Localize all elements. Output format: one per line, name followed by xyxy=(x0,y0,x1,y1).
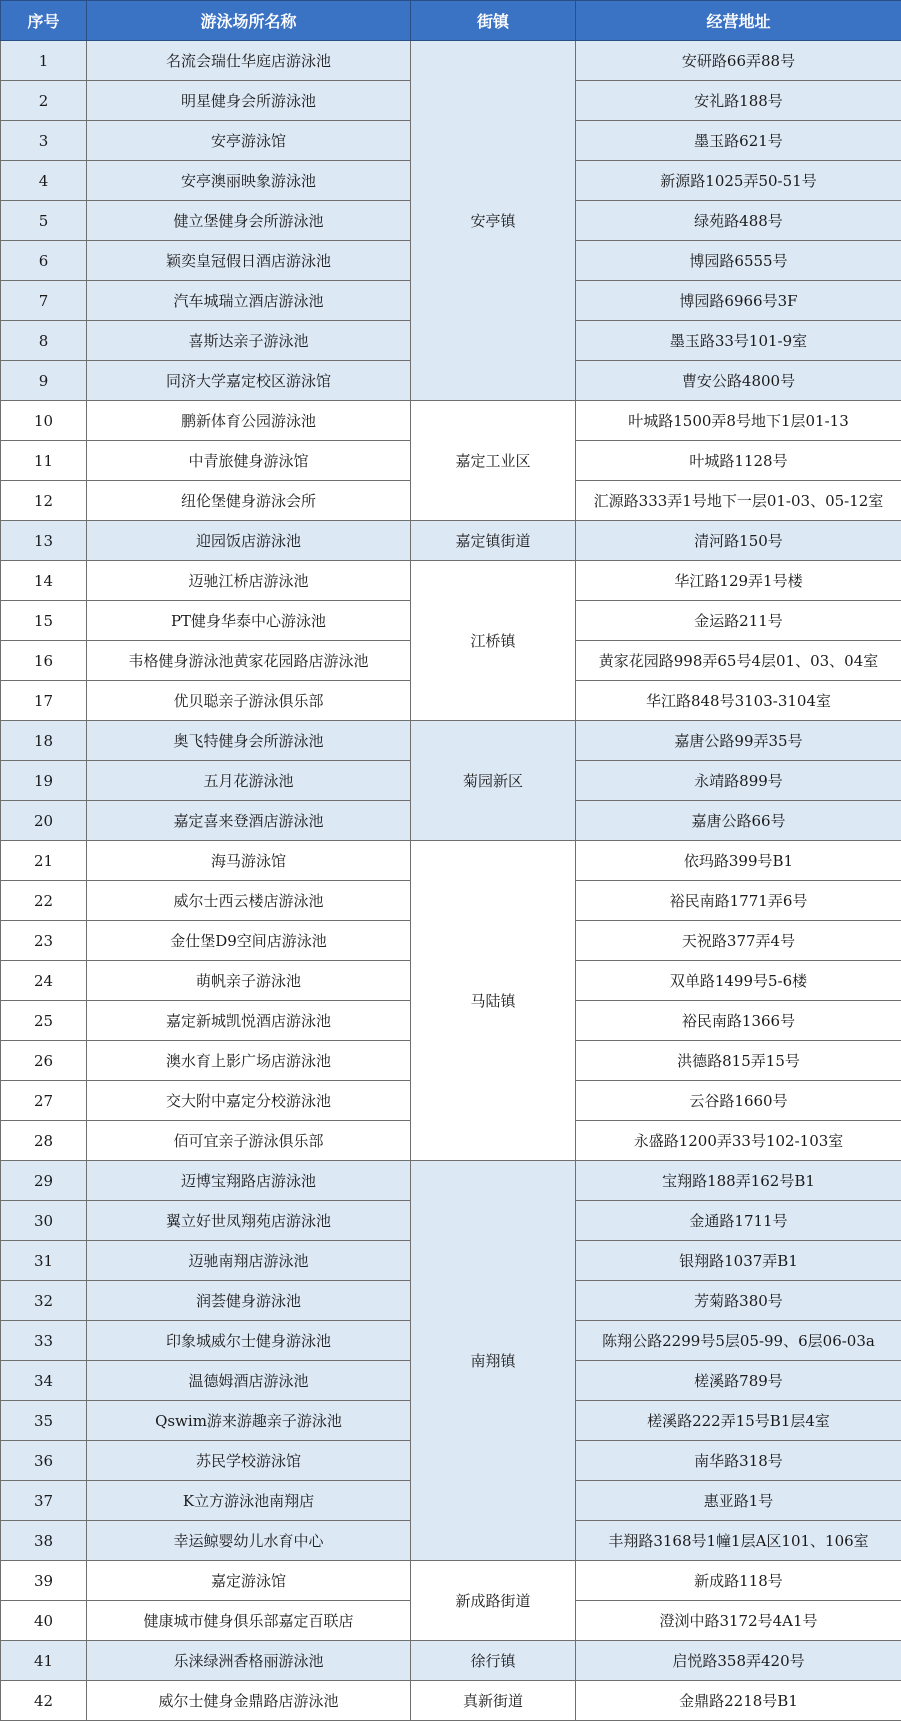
cell-venue-name: 迈驰南翔店游泳池 xyxy=(87,1241,411,1281)
table-row xyxy=(1,1641,901,1681)
cell-venue-name: 明星健身会所游泳池 xyxy=(87,81,411,121)
cell-venue-name: 澳水育上影广场店游泳池 xyxy=(87,1041,411,1081)
cell-no: 20 xyxy=(1,801,87,841)
cell-address: 绿苑路488号 xyxy=(576,201,901,241)
cell-town: 江桥镇 xyxy=(411,561,576,721)
cell-no: 32 xyxy=(1,1281,87,1321)
cell-venue-name: 五月花游泳池 xyxy=(87,761,411,801)
cell-address: 银翔路1037弄B1 xyxy=(576,1241,901,1281)
cell-address: 宝翔路188弄162号B1 xyxy=(576,1161,901,1201)
cell-venue-name: 佰可宜亲子游泳俱乐部 xyxy=(87,1121,411,1161)
cell-venue-name: 苏民学校游泳馆 xyxy=(87,1441,411,1481)
cell-address: 槎溪路789号 xyxy=(576,1361,901,1401)
cell-venue-name: 迈博宝翔路店游泳池 xyxy=(87,1161,411,1201)
cell-address: 华江路848号3103-3104室 xyxy=(576,681,901,721)
table-row xyxy=(1,1561,901,1601)
cell-no: 39 xyxy=(1,1561,87,1601)
cell-address: 新成路118号 xyxy=(576,1561,901,1601)
cell-no: 15 xyxy=(1,601,87,641)
cell-no: 7 xyxy=(1,281,87,321)
cell-address: 南华路318号 xyxy=(576,1441,901,1481)
cell-venue-name: 颖奕皇冠假日酒店游泳池 xyxy=(87,241,411,281)
cell-venue-name: 喜斯达亲子游泳池 xyxy=(87,321,411,361)
cell-address: 博园路6966号3F xyxy=(576,281,901,321)
cell-venue-name: 安亭游泳馆 xyxy=(87,121,411,161)
cell-address: 叶城路1128号 xyxy=(576,441,901,481)
cell-no: 31 xyxy=(1,1241,87,1281)
cell-no: 26 xyxy=(1,1041,87,1081)
cell-address: 黄家花园路998弄65号4层01、03、04室 xyxy=(576,641,901,681)
cell-town: 嘉定工业区 xyxy=(411,401,576,521)
header-town: 街镇 xyxy=(411,1,576,41)
cell-address: 墨玉路621号 xyxy=(576,121,901,161)
cell-venue-name: 中青旅健身游泳馆 xyxy=(87,441,411,481)
cell-address: 金通路1711号 xyxy=(576,1201,901,1241)
cell-venue-name: 纽伦堡健身游泳会所 xyxy=(87,481,411,521)
cell-no: 40 xyxy=(1,1601,87,1641)
cell-no: 13 xyxy=(1,521,87,561)
table-row xyxy=(1,401,901,441)
cell-no: 8 xyxy=(1,321,87,361)
cell-no: 37 xyxy=(1,1481,87,1521)
cell-venue-name: 优贝聪亲子游泳俱乐部 xyxy=(87,681,411,721)
cell-venue-name: PT健身华泰中心游泳池 xyxy=(87,601,411,641)
cell-venue-name: 健立堡健身会所游泳池 xyxy=(87,201,411,241)
cell-address: 金鼎路2218号B1 xyxy=(576,1681,901,1721)
cell-venue-name: 幸运鲸婴幼儿水育中心 xyxy=(87,1521,411,1561)
cell-venue-name: 嘉定喜来登酒店游泳池 xyxy=(87,801,411,841)
cell-address: 云谷路1660号 xyxy=(576,1081,901,1121)
cell-address: 永靖路899号 xyxy=(576,761,901,801)
cell-address: 汇源路333弄1号地下一层01-03、05-12室 xyxy=(576,481,901,521)
cell-venue-name: 海马游泳馆 xyxy=(87,841,411,881)
cell-address: 永盛路1200弄33号102-103室 xyxy=(576,1121,901,1161)
cell-address: 华江路129弄1号楼 xyxy=(576,561,901,601)
cell-venue-name: 安亭澳丽映象游泳池 xyxy=(87,161,411,201)
cell-no: 12 xyxy=(1,481,87,521)
header-address: 经营地址 xyxy=(576,1,901,41)
cell-town: 真新街道 xyxy=(411,1681,576,1721)
cell-no: 9 xyxy=(1,361,87,401)
cell-no: 33 xyxy=(1,1321,87,1361)
cell-venue-name: 润荟健身游泳池 xyxy=(87,1281,411,1321)
cell-no: 16 xyxy=(1,641,87,681)
table-row xyxy=(1,1681,901,1721)
cell-no: 19 xyxy=(1,761,87,801)
cell-address: 嘉唐公路99弄35号 xyxy=(576,721,901,761)
cell-venue-name: 翼立好世凤翔苑店游泳池 xyxy=(87,1201,411,1241)
cell-address: 墨玉路33号101-9室 xyxy=(576,321,901,361)
cell-venue-name: 嘉定新城凯悦酒店游泳池 xyxy=(87,1001,411,1041)
cell-no: 6 xyxy=(1,241,87,281)
cell-venue-name: 印象城威尔士健身游泳池 xyxy=(87,1321,411,1361)
header-name: 游泳场所名称 xyxy=(87,1,411,41)
cell-town: 马陆镇 xyxy=(411,841,576,1161)
cell-no: 41 xyxy=(1,1641,87,1681)
cell-town: 新成路街道 xyxy=(411,1561,576,1641)
cell-address: 丰翔路3168号1幢1层A区101、106室 xyxy=(576,1521,901,1561)
cell-venue-name: 健康城市健身俱乐部嘉定百联店 xyxy=(87,1601,411,1641)
cell-no: 3 xyxy=(1,121,87,161)
cell-venue-name: 同济大学嘉定校区游泳馆 xyxy=(87,361,411,401)
cell-venue-name: 威尔士健身金鼎路店游泳池 xyxy=(87,1681,411,1721)
cell-venue-name: 奥飞特健身会所游泳池 xyxy=(87,721,411,761)
table-header-row xyxy=(1,1,901,41)
cell-no: 34 xyxy=(1,1361,87,1401)
cell-no: 25 xyxy=(1,1001,87,1041)
cell-address: 槎溪路222弄15号B1层4室 xyxy=(576,1401,901,1441)
cell-town: 菊园新区 xyxy=(411,721,576,841)
cell-address: 陈翔公路2299号5层05-99、6层06-03a xyxy=(576,1321,901,1361)
cell-address: 裕民南路1771弄6号 xyxy=(576,881,901,921)
cell-venue-name: 乐涞绿洲香格丽游泳池 xyxy=(87,1641,411,1681)
cell-address: 博园路6555号 xyxy=(576,241,901,281)
cell-no: 38 xyxy=(1,1521,87,1561)
table-row xyxy=(1,721,901,761)
cell-address: 天祝路377弄4号 xyxy=(576,921,901,961)
header-no: 序号 xyxy=(1,1,87,41)
cell-venue-name: 迈驰江桥店游泳池 xyxy=(87,561,411,601)
cell-no: 22 xyxy=(1,881,87,921)
cell-address: 新源路1025弄50-51号 xyxy=(576,161,901,201)
cell-town: 徐行镇 xyxy=(411,1641,576,1681)
cell-no: 24 xyxy=(1,961,87,1001)
cell-no: 18 xyxy=(1,721,87,761)
cell-address: 双单路1499号5-6楼 xyxy=(576,961,901,1001)
cell-no: 14 xyxy=(1,561,87,601)
table-row xyxy=(1,561,901,601)
cell-address: 安研路66弄88号 xyxy=(576,41,901,81)
cell-town: 安亭镇 xyxy=(411,41,576,401)
cell-venue-name: 威尔士西云楼店游泳池 xyxy=(87,881,411,921)
cell-address: 叶城路1500弄8号地下1层01-13 xyxy=(576,401,901,441)
cell-address: 安礼路188号 xyxy=(576,81,901,121)
cell-no: 4 xyxy=(1,161,87,201)
cell-venue-name: 萌帆亲子游泳池 xyxy=(87,961,411,1001)
cell-no: 11 xyxy=(1,441,87,481)
cell-address: 惠亚路1号 xyxy=(576,1481,901,1521)
cell-venue-name: Qswim游来游趣亲子游泳池 xyxy=(87,1401,411,1441)
cell-venue-name: 金仕堡D9空间店游泳池 xyxy=(87,921,411,961)
cell-no: 21 xyxy=(1,841,87,881)
cell-no: 10 xyxy=(1,401,87,441)
cell-no: 35 xyxy=(1,1401,87,1441)
cell-address: 依玛路399号B1 xyxy=(576,841,901,881)
table-body xyxy=(1,41,901,1721)
cell-town: 嘉定镇街道 xyxy=(411,521,576,561)
cell-venue-name: 交大附中嘉定分校游泳池 xyxy=(87,1081,411,1121)
table-row xyxy=(1,841,901,881)
cell-venue-name: 名流会瑞仕华庭店游泳池 xyxy=(87,41,411,81)
table-row xyxy=(1,41,901,81)
table-row xyxy=(1,521,901,561)
cell-no: 29 xyxy=(1,1161,87,1201)
cell-venue-name: 韦格健身游泳池黄家花园路店游泳池 xyxy=(87,641,411,681)
cell-address: 启悦路358弄420号 xyxy=(576,1641,901,1681)
cell-venue-name: 温德姆酒店游泳池 xyxy=(87,1361,411,1401)
cell-address: 嘉唐公路66号 xyxy=(576,801,901,841)
cell-venue-name: 嘉定游泳馆 xyxy=(87,1561,411,1601)
cell-address: 澄浏中路3172号4A1号 xyxy=(576,1601,901,1641)
cell-address: 金运路211号 xyxy=(576,601,901,641)
cell-venue-name: K立方游泳池南翔店 xyxy=(87,1481,411,1521)
cell-town: 南翔镇 xyxy=(411,1161,576,1561)
cell-no: 17 xyxy=(1,681,87,721)
cell-no: 28 xyxy=(1,1121,87,1161)
cell-address: 洪德路815弄15号 xyxy=(576,1041,901,1081)
cell-no: 5 xyxy=(1,201,87,241)
cell-venue-name: 汽车城瑞立酒店游泳池 xyxy=(87,281,411,321)
cell-venue-name: 鹏新体育公园游泳池 xyxy=(87,401,411,441)
table-row xyxy=(1,1161,901,1201)
cell-no: 1 xyxy=(1,41,87,81)
cell-address: 裕民南路1366号 xyxy=(576,1001,901,1041)
cell-address: 芳菊路380号 xyxy=(576,1281,901,1321)
cell-address: 曹安公路4800号 xyxy=(576,361,901,401)
cell-no: 42 xyxy=(1,1681,87,1721)
cell-no: 30 xyxy=(1,1201,87,1241)
cell-no: 2 xyxy=(1,81,87,121)
cell-venue-name: 迎园饭店游泳池 xyxy=(87,521,411,561)
cell-no: 27 xyxy=(1,1081,87,1121)
cell-no: 23 xyxy=(1,921,87,961)
cell-no: 36 xyxy=(1,1441,87,1481)
cell-address: 清河路150号 xyxy=(576,521,901,561)
